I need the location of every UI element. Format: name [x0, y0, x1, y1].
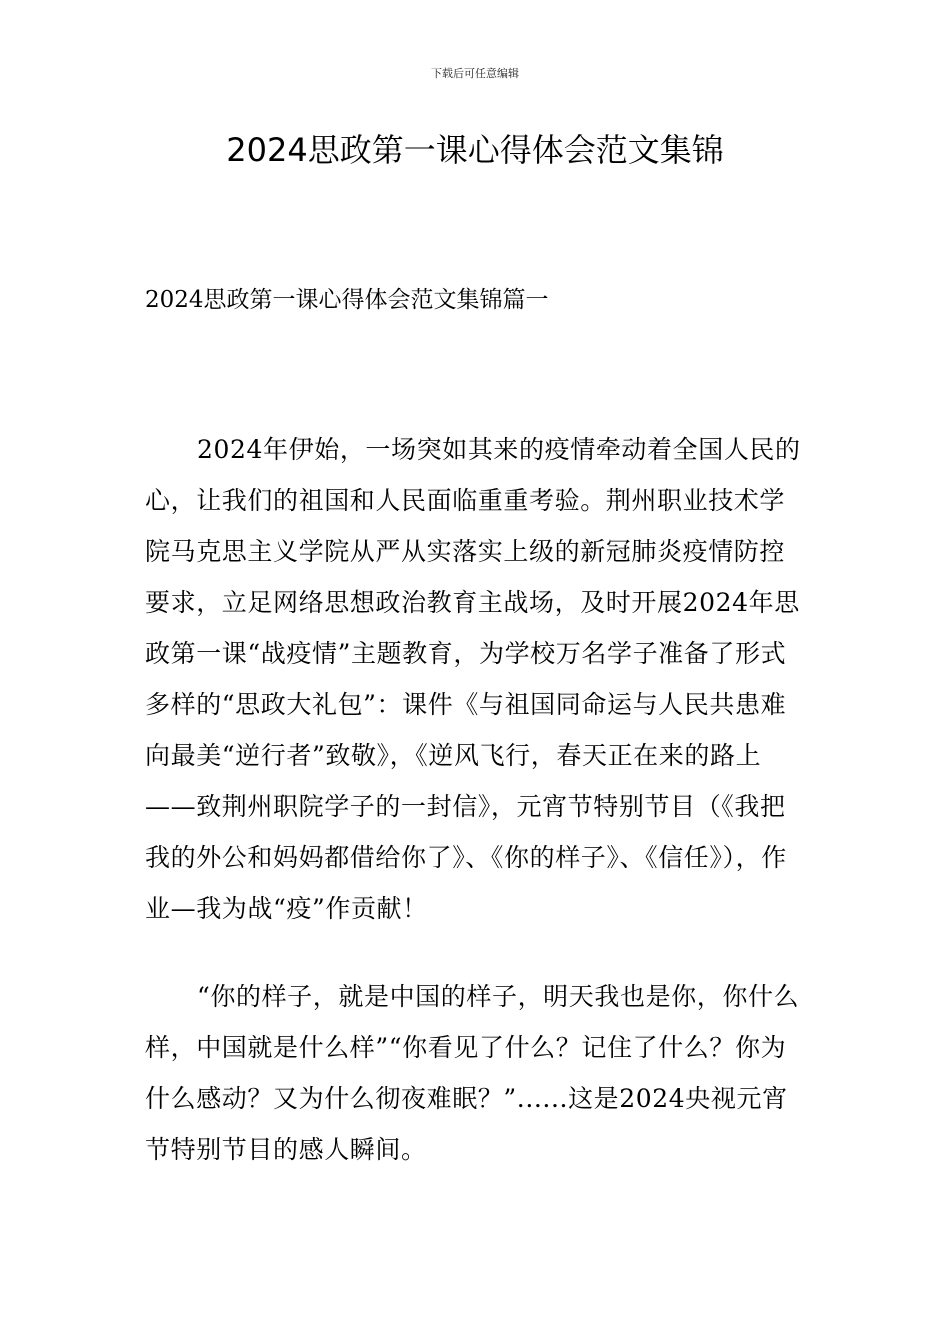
body-paragraph-1: 2024年伊始，一场突如其来的疫情牵动着全国人民的心，让我们的祖国和人民面临重重考验。荆州职业技术学院马克思主义学院从严从实落实上级的新冠肺炎疫情防控要求，立足网络思想政治教育主战场，及时开展2024年思政第一课“战疫情”主题教育，为学校万名学子准备了形式多样的“思政大礼包”：课件《与祖国同命运与人民共患难向最美“逆行者”致敬》，《逆风飞行，春天正在来的路上——致荆州职院学子的一封信》，元宵节特别节目（《我把我的外公和妈妈都借给你了》、《你的样子》、《信任》），作业—我为战“疫”作贡献！	[145, 435, 801, 923]
body-paragraph-2: “你的样子，就是中国的样子，明天我也是你，你什么样，中国就是什么样”“你看见了什么？记住了什么？你为什么感动？又为什么彻夜难眠？”......这是2024央视元宵节特别节目的感人瞬间。	[145, 982, 800, 1164]
header-note: 下载后可任意编辑	[431, 67, 519, 80]
section-heading: 2024思政第一课心得体会范文集锦篇一	[145, 287, 549, 313]
document-title: 2024思政第一课心得体会范文集锦	[226, 131, 724, 169]
